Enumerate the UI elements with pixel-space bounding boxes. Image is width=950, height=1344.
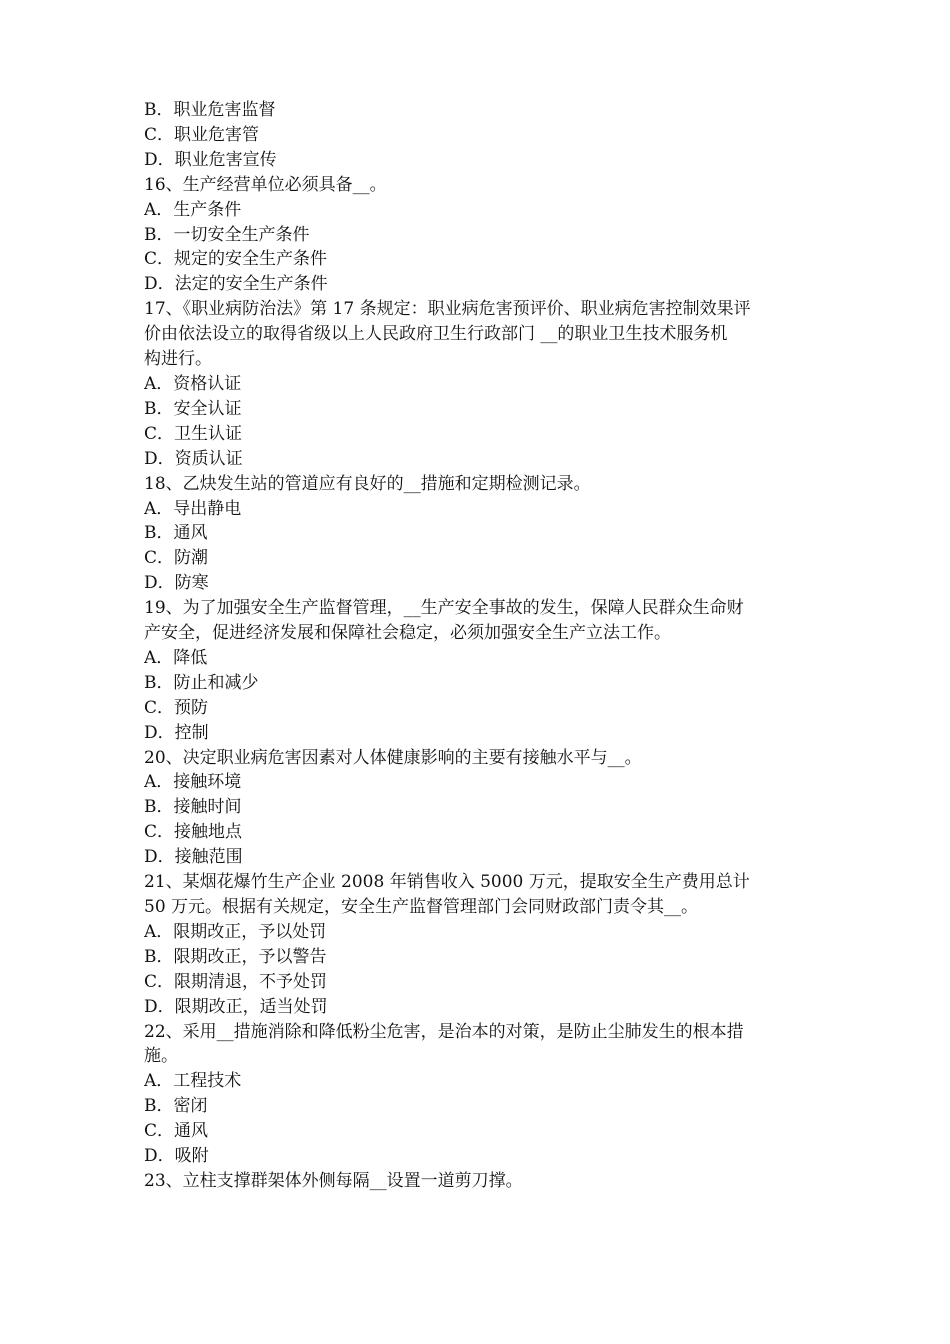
- question-stem-line: 19、为了加强安全生产监督管理，__生产安全事故的发生，保障人民群众生命财: [144, 598, 744, 619]
- option-line: A．降低: [144, 647, 208, 668]
- option-line: A．工程技术: [144, 1071, 242, 1092]
- option-line: B．接触时间: [144, 797, 242, 818]
- question-19: [144, 596, 810, 745]
- option-line: B．一切安全生产条件: [144, 224, 310, 245]
- question-stem-line: 22、采用__措施消除和降低粉尘危害，是治本的对策，是防止尘肺发生的根本措: [144, 1021, 744, 1042]
- option-line: A．导出静电: [144, 498, 242, 519]
- question-stem-line: 50 万元。根据有关规定，安全生产监督管理部门会同财政部门责令其__。: [144, 897, 699, 917]
- option-line: D．吸附: [144, 1146, 209, 1167]
- option-line: D．资质认证: [144, 448, 243, 469]
- question-23: [144, 1169, 810, 1194]
- option-line: C．预防: [144, 697, 209, 718]
- question-stem-line: 施。: [144, 1046, 178, 1067]
- option-line: A．接触环境: [144, 772, 242, 793]
- question-22: [144, 1020, 810, 1169]
- option-line: A．限期改正，予以处罚: [144, 921, 327, 942]
- option-line: C．限期清退，不予处罚: [144, 971, 328, 992]
- option-line: C．职业危害管: [144, 124, 260, 145]
- option-line: C．规定的安全生产条件: [144, 249, 328, 270]
- option-line: D．职业危害宣传: [144, 149, 277, 170]
- question-stem-line: 17、《职业病防治法》第 17 条规定：职业病危害预评价、职业病危害控制效果评: [144, 299, 751, 320]
- option-line: B．防止和减少: [144, 672, 259, 693]
- document-page: [144, 98, 810, 1194]
- question-stem-line: 价由依法设立的取得省级以上人民政府卫生行政部门 __的职业卫生技术服务机: [144, 324, 728, 345]
- question-stem-line: 产安全，促进经济发展和保障社会稳定，必须加强安全生产立法工作。: [144, 623, 671, 644]
- option-line: C．接触地点: [144, 822, 243, 843]
- option-line: D．法定的安全生产条件: [144, 274, 328, 295]
- option-line: B．通风: [144, 523, 208, 544]
- option-line: D．控制: [144, 722, 209, 743]
- question-16: [144, 173, 810, 298]
- option-line: C．防潮: [144, 548, 209, 569]
- option-line: D．防寒: [144, 573, 209, 594]
- option-line: B．安全认证: [144, 398, 242, 419]
- question-stem: 20、决定职业病危害因素对人体健康影响的主要有接触水平与__。: [144, 747, 642, 768]
- question-stem: 18、乙炔发生站的管道应有良好的__措施和定期检测记录。: [144, 473, 591, 494]
- option-line: C．卫生认证: [144, 423, 243, 444]
- option-line: A．资格认证: [144, 373, 242, 394]
- option-line: D．接触范围: [144, 847, 243, 868]
- option-line: B．密闭: [144, 1096, 208, 1117]
- question-stem: 23、立柱支撑群架体外侧每隔__设置一道剪刀撑。: [144, 1170, 523, 1191]
- question-18: [144, 472, 810, 597]
- option-line: B．限期改正，予以警告: [144, 946, 327, 967]
- lead-options: [144, 98, 810, 173]
- question-stem: 16、生产经营单位必须具备__。: [144, 174, 387, 195]
- option-line: C．通风: [144, 1121, 209, 1142]
- option-line: D．限期改正，适当处罚: [144, 996, 328, 1017]
- question-stem-line: 构进行。: [144, 349, 212, 370]
- question-stem-line: 21、某烟花爆竹生产企业 2008 年销售收入 5000 万元，提取安全生产费用总计: [144, 872, 750, 893]
- question-21: [144, 870, 810, 1019]
- question-17: [144, 297, 810, 471]
- option-line: A．生产条件: [144, 199, 242, 220]
- question-20: [144, 746, 810, 871]
- option-line: B．职业危害监督: [144, 100, 276, 120]
